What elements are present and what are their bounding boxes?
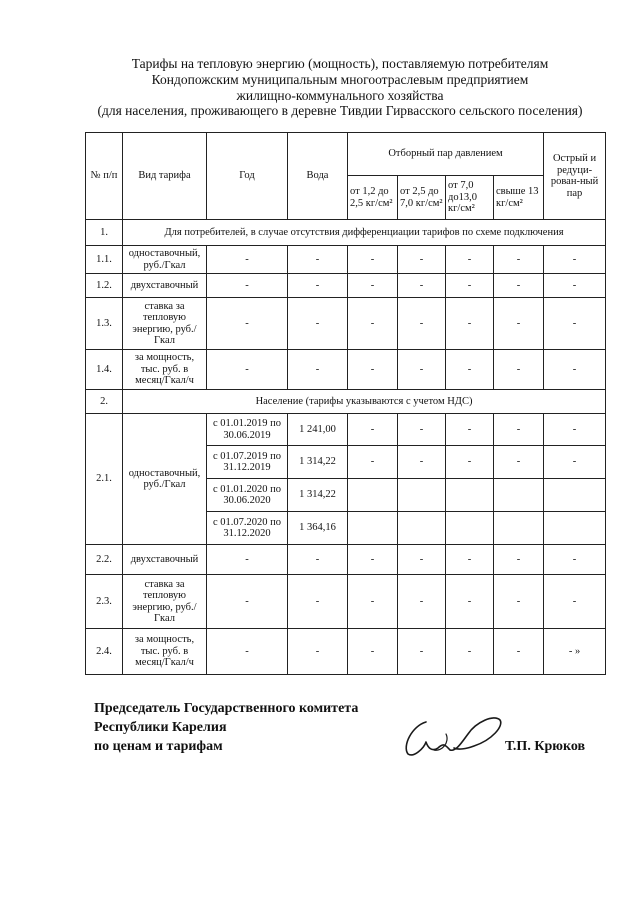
header-num: № п/п	[86, 133, 123, 220]
section-num: 2.	[86, 390, 123, 414]
row-num: 1.3.	[86, 298, 123, 350]
row-steam: -	[398, 246, 446, 274]
row-num: 2.4.	[86, 629, 123, 675]
row-water: -	[288, 350, 348, 390]
row-water: -	[288, 298, 348, 350]
row-sharp: -	[544, 545, 606, 575]
row-steam: -	[398, 350, 446, 390]
title-line-2: Кондопожским муниципальным многоотраслевым предприятием	[151, 72, 529, 87]
header-kind: Вид тарифа	[123, 133, 207, 220]
row-steam: -	[348, 446, 398, 479]
row-num: 1.4.	[86, 350, 123, 390]
row-steam: -	[494, 575, 544, 629]
row-num: 1.1.	[86, 246, 123, 274]
tariff-table	[85, 132, 606, 675]
row-steam: -	[446, 629, 494, 675]
row-sharp: -	[544, 446, 606, 479]
handwritten-signature	[398, 712, 508, 760]
row-water: -	[288, 575, 348, 629]
table-row	[86, 545, 606, 575]
row-steam: -	[494, 629, 544, 675]
row-steam: -	[494, 545, 544, 575]
row-year: -	[207, 545, 288, 575]
subtitle: (для населения, проживающего в деревне Тивдии Гирвасского сельского поселения)	[97, 103, 583, 118]
row-water: -	[288, 246, 348, 274]
row-steam: -	[398, 274, 446, 298]
table-row	[86, 414, 606, 446]
row-year: -	[207, 629, 288, 675]
row-steam	[348, 512, 398, 545]
row-steam: -	[494, 246, 544, 274]
row-steam: -	[348, 246, 398, 274]
row-year: -	[207, 350, 288, 390]
row-steam	[348, 479, 398, 512]
row-year: -	[207, 575, 288, 629]
row-steam: -	[494, 414, 544, 446]
row-water: 1 314,22	[288, 446, 348, 479]
row-steam: -	[348, 350, 398, 390]
header-steam-group: Отборный пар давлением	[348, 133, 544, 176]
row-steam: -	[494, 298, 544, 350]
row-sharp: -	[544, 350, 606, 390]
row-steam	[398, 479, 446, 512]
header-sharp-steam: Острый и редуци-рован-ный пар	[544, 133, 606, 220]
row-steam: -	[446, 575, 494, 629]
row-sharp: -	[544, 274, 606, 298]
header-steam-col: от 7,0 до13,0 кг/см²	[446, 176, 494, 220]
row-steam: -	[446, 414, 494, 446]
row-year: -	[207, 246, 288, 274]
row-num: 2.2.	[86, 545, 123, 575]
table-header	[86, 133, 606, 220]
row-year: с 01.01.2020 по 30.06.2020	[207, 479, 288, 512]
row-num: 2.1.	[86, 414, 123, 545]
row-steam	[446, 479, 494, 512]
row-sharp: -	[544, 575, 606, 629]
row-steam: -	[398, 575, 446, 629]
section-2	[86, 390, 606, 675]
signatory-title-line-2: Республики Карелия	[94, 720, 227, 735]
row-year: с 01.01.2019 по 30.06.2019	[207, 414, 288, 446]
title-line-1: Тарифы на тепловую энергию (мощность), поставляемую потребителям	[131, 56, 549, 71]
row-kind: одноставочный, руб./Гкал	[123, 246, 207, 274]
row-steam: -	[398, 545, 446, 575]
table-row	[86, 629, 606, 675]
row-steam: -	[446, 545, 494, 575]
row-kind: двухставочный	[123, 545, 207, 575]
row-sharp	[544, 479, 606, 512]
table-row	[86, 350, 606, 390]
row-steam: -	[348, 575, 398, 629]
header-steam-col: от 2,5 до 7,0 кг/см²	[398, 176, 446, 220]
row-steam: -	[446, 298, 494, 350]
row-num: 1.2.	[86, 274, 123, 298]
row-steam: -	[446, 350, 494, 390]
row-sharp: -	[544, 414, 606, 446]
header-steam-col: от 1,2 до 2,5 кг/см²	[348, 176, 398, 220]
title-line-3: жилищно-коммунального хозяйства	[236, 88, 444, 103]
header-water: Вода	[288, 133, 348, 220]
row-water: 1 314,22	[288, 479, 348, 512]
row-steam: -	[348, 629, 398, 675]
signatory-title-line-3: по ценам и тарифам	[94, 739, 223, 754]
row-water: 1 241,00	[288, 414, 348, 446]
row-steam: -	[348, 298, 398, 350]
row-steam: -	[446, 274, 494, 298]
row-kind: двухставочный	[123, 274, 207, 298]
row-steam: -	[348, 414, 398, 446]
row-sharp	[544, 512, 606, 545]
row-water: -	[288, 629, 348, 675]
header-steam-col: свыше 13 кг/см²	[494, 176, 544, 220]
row-water: 1 364,16	[288, 512, 348, 545]
row-steam: -	[494, 274, 544, 298]
row-steam: -	[348, 274, 398, 298]
section-num: 1.	[86, 220, 123, 246]
section-label: Население (тарифы указываются с учетом НДС)	[123, 390, 606, 414]
signatory-name: Т.П. Крюков	[505, 739, 586, 754]
row-steam: -	[446, 246, 494, 274]
row-steam: -	[398, 298, 446, 350]
row-kind: за мощность, тыс. руб. в месяц/Гкал/ч	[123, 629, 207, 675]
table-row	[86, 575, 606, 629]
row-water: -	[288, 274, 348, 298]
row-steam: -	[494, 350, 544, 390]
table-row	[86, 246, 606, 274]
row-kind: за мощность, тыс. руб. в месяц/Гкал/ч	[123, 350, 207, 390]
row-kind: ставка за тепловую энергию, руб./Гкал	[123, 575, 207, 629]
row-steam: -	[494, 446, 544, 479]
row-steam: -	[398, 414, 446, 446]
row-steam	[494, 479, 544, 512]
row-sharp: - »	[544, 629, 606, 675]
row-year: с 01.07.2019 по 31.12.2019	[207, 446, 288, 479]
section-label: Для потребителей, в случае отсутствия дифференциации тарифов по схеме подключения	[123, 220, 606, 246]
header-year: Год	[207, 133, 288, 220]
row-steam: -	[446, 446, 494, 479]
row-kind: ставка за тепловую энергию, руб./Гкал	[123, 298, 207, 350]
row-steam	[446, 512, 494, 545]
row-kind: одноставочный, руб./Гкал	[123, 414, 207, 545]
row-sharp: -	[544, 298, 606, 350]
row-year: -	[207, 298, 288, 350]
row-year: -	[207, 274, 288, 298]
table-row	[86, 274, 606, 298]
row-sharp: -	[544, 246, 606, 274]
row-year: с 01.07.2020 по 31.12.2020	[207, 512, 288, 545]
row-steam	[398, 512, 446, 545]
row-steam: -	[398, 446, 446, 479]
row-num: 2.3.	[86, 575, 123, 629]
row-water: -	[288, 545, 348, 575]
section-1	[86, 220, 606, 390]
table-row	[86, 298, 606, 350]
row-steam: -	[398, 629, 446, 675]
signatory-title-line-1: Председатель Государственного комитета	[94, 701, 359, 716]
row-steam: -	[348, 545, 398, 575]
row-steam	[494, 512, 544, 545]
